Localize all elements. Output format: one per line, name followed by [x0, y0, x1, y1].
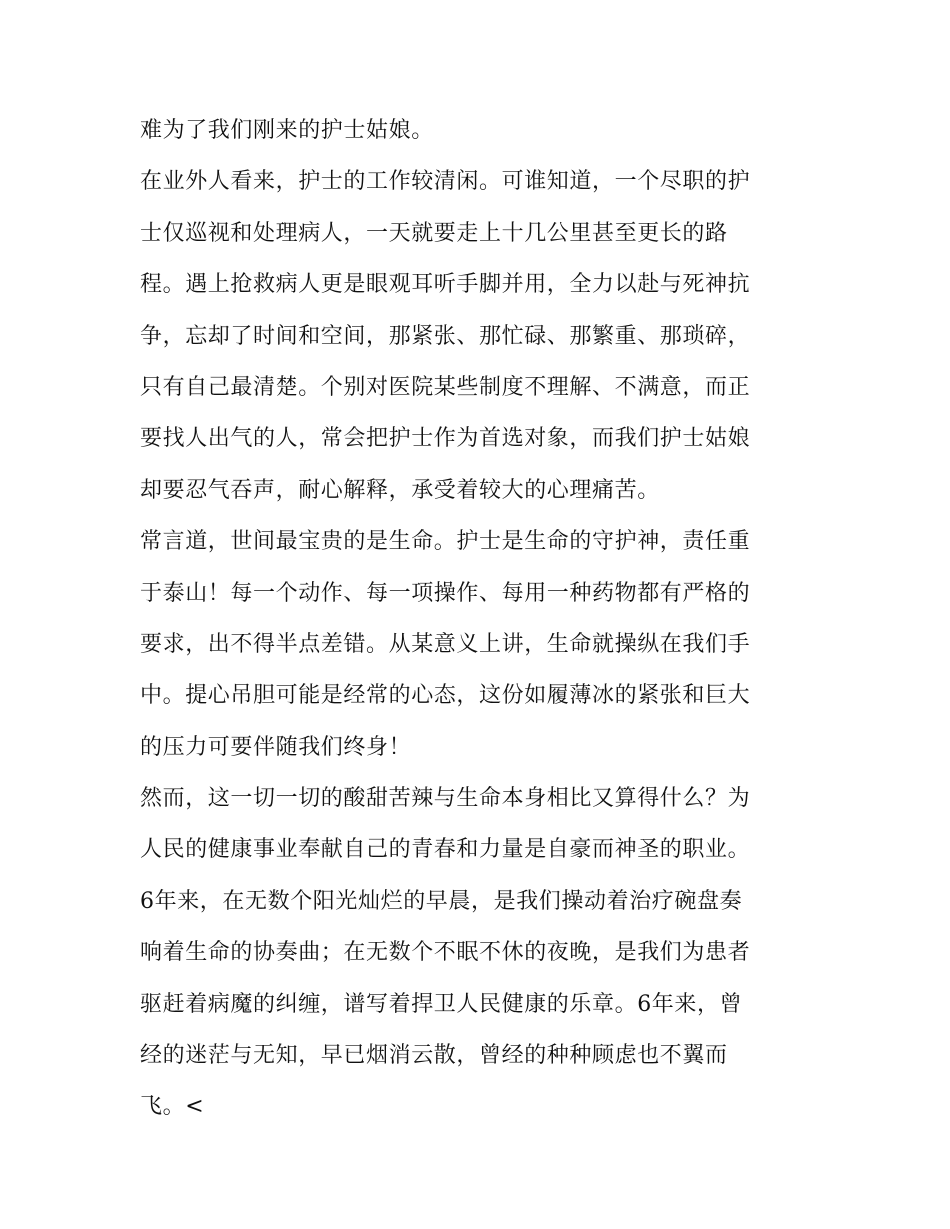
text-line: 常言道，世间最宝贵的是生命。护士是生命的守护神，责任重: [140, 529, 751, 555]
text-line: 于泰山！每一个动作、每一项操作、每用一种药物都有严格的: [140, 580, 751, 606]
text-line: 士仅巡视和处理病人，一天就要走上十几公里甚至更长的路: [140, 220, 728, 246]
document-body: [140, 105, 820, 1133]
text-line: 6年来，在无数个阳光灿烂的早晨，是我们操动着治疗碗盘奏: [140, 888, 743, 914]
text-line: 然而，这一切一切的酸甜苦辣与生命本身相比又算得什么？为: [140, 786, 751, 812]
text-line: 要求，出不得半点差错。从某意义上讲，生命就操纵在我们手: [140, 631, 751, 657]
text-line: 的压力可要伴随我们终身！: [140, 734, 412, 760]
text-line: 程。遇上抢救病人更是眼观耳听手脚并用，全力以赴与死神抗: [140, 272, 751, 298]
text-line: 人民的健康事业奉献自己的青春和力量是自豪而神圣的职业。: [140, 837, 751, 863]
text-line: 只有自己最清楚。个别对医院某些制度不理解、不满意，而正: [140, 374, 751, 400]
text-line: 经的迷茫与无知，早已烟消云散，曾经的种种顾虑也不翼而: [140, 1043, 728, 1069]
text-line: 要找人出气的人，常会把护士作为首选对象，而我们护士姑娘: [140, 426, 751, 452]
text-line: 难为了我们刚来的护士姑娘。: [140, 118, 434, 143]
text-line: 中。提心吊胆可能是经常的心态，这份如履薄冰的紧张和巨大: [140, 683, 751, 709]
text-line: 却要忍气吞声，耐心解释，承受着较大的心理痛苦。: [140, 477, 660, 503]
text-line: 驱赶着病魔的纠缠，谱写着捍卫人民健康的乐章。6年来，曾: [140, 991, 743, 1017]
text-line: 在业外人看来，护士的工作较清闲。可谁知道，一个尽职的护: [140, 169, 751, 195]
text-line: 飞。<: [140, 1094, 205, 1120]
text-line: 争，忘却了时间和空间，那紧张、那忙碌、那繁重、那琐碎，: [140, 323, 751, 349]
text-line: 响着生命的协奏曲；在无数个不眠不休的夜晚，是我们为患者: [140, 940, 751, 966]
